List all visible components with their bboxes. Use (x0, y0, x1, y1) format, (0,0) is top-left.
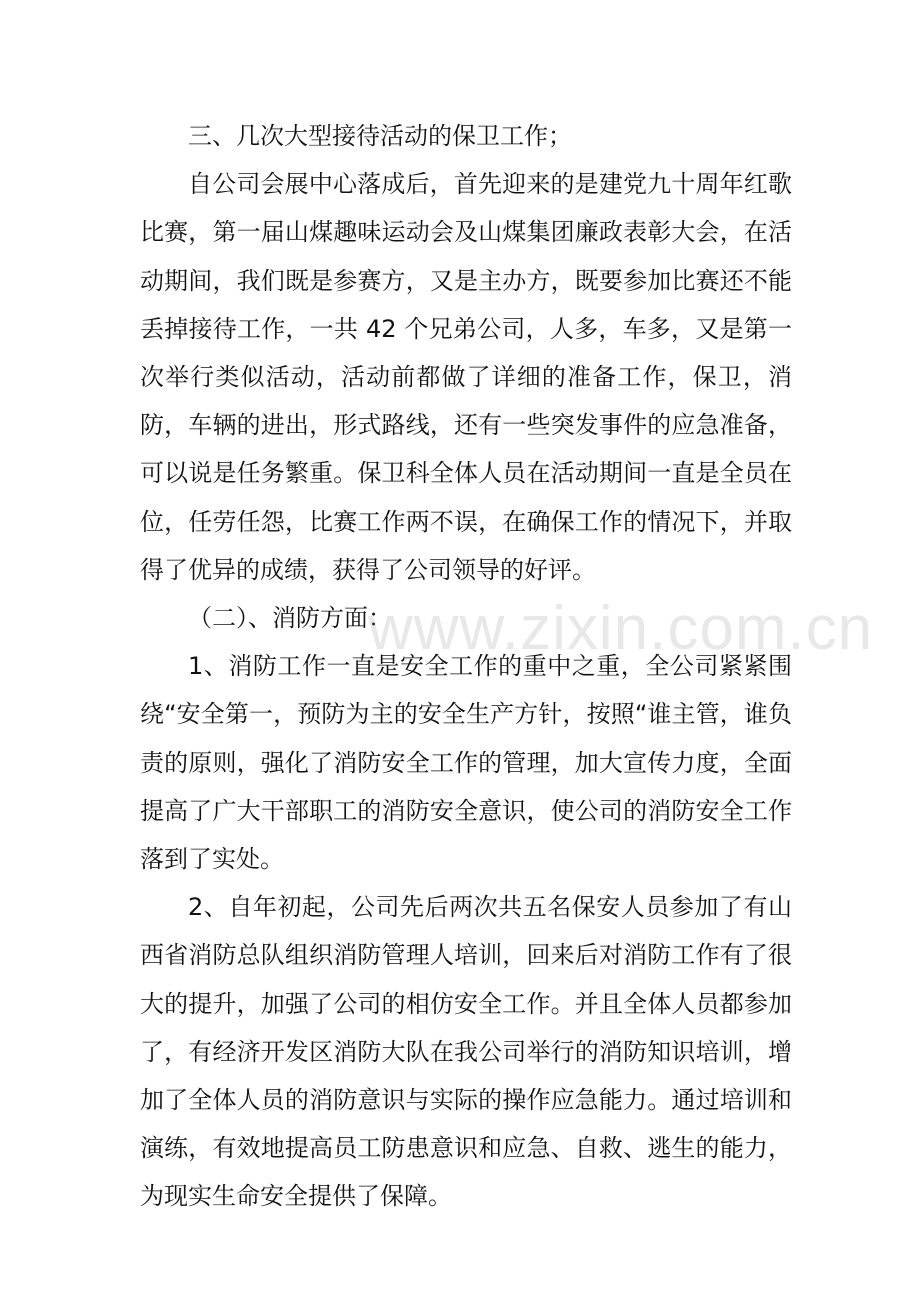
watermark-logo: www.zixin.com.cn (368, 594, 874, 663)
paragraph-fire-safety-training: 2、自年初起，公司先后两次共五名保安人员参加了有山西省消防总队组织消防管理人培训，回来后对消防工作有了很大的提升，加强了公司的相仿安全工作。并且全体人员都参加了，有经济开发区消防大队在我公司举行的消防知识培训，增加了全体人员的消防意识与实际的操作应急能力。通过培训和演练，有效地提高员工防患意识和应急、自救、逃生的能力，为现实生命安全提供了保障。 (140, 893, 792, 1211)
paragraph-reception-activities: 自公司会展中心落成后，首先迎来的是建党九十周年红歌比赛，第一届山煤趣味运动会及山煤集团廉政表彰大会，在活动期间，我们既是参赛方，又是主办方，既要参加比赛还不能丢掉接待工作，一共 42 个兄弟公司，人多，车多，又是第一次举行类似活动，活动前都做了详细的准备工作，保卫，消防，车辆的进出，形式路线，还有一些突发事件的应急准备，可以说是任务繁重。保卫科全体人员在活动期间一直是全员在位，任劳任怨，比赛工作两不误，在确保工作的情况下，并取得了优异的成绩，获得了公司领导的好评。 (140, 170, 792, 584)
section-heading-fire-safety: （二）、消防方面： (188, 604, 392, 633)
paragraph-fire-safety-policy: 1、消防工作一直是安全工作的重中之重，全公司紧紧围绕“安全第一，预防为主的安全生产方针，按照“谁主管，谁负责的原则，强化了消防安全工作的管理，加大宣传力度，全面提高了广大干部职工的消防安全意识，使公司的消防安全工作落到了实处。 (140, 652, 792, 874)
document-body (140, 112, 792, 1221)
section-heading-reception-security: 三、几次大型接待活动的保卫工作； (188, 122, 572, 150)
